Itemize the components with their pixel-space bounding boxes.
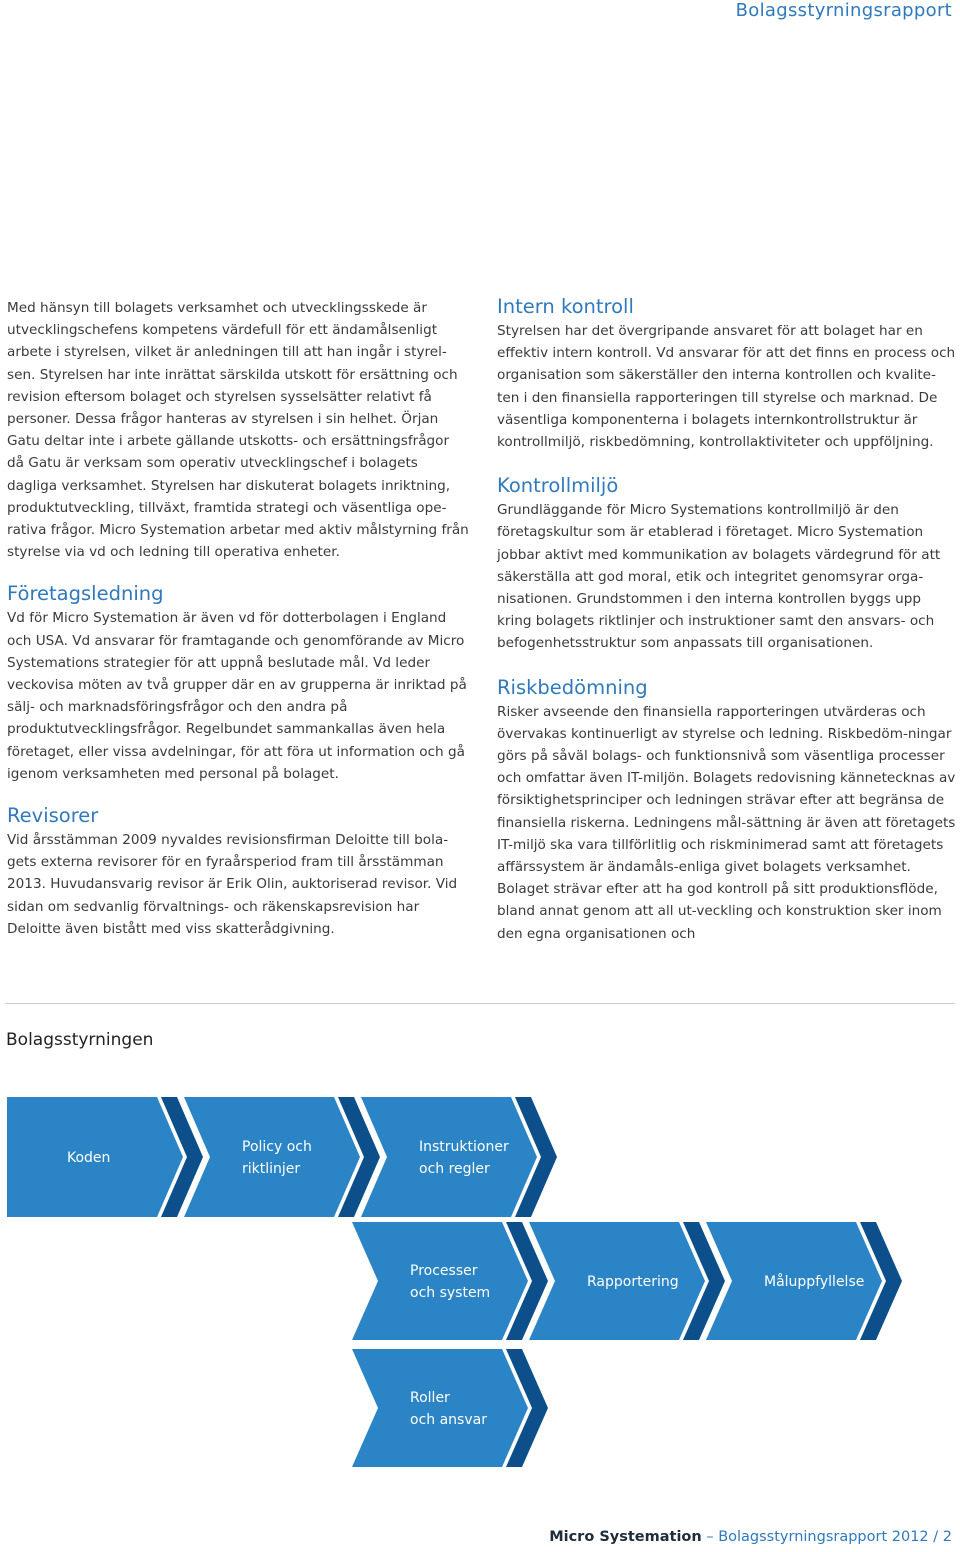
- section-heading-riskbedomning: Riskbedömning: [497, 675, 648, 699]
- diagram-label: Instruktioner och regler: [419, 1139, 509, 1177]
- diagram-title: Bolagsstyrningen: [6, 1030, 154, 1050]
- footer-text: Bolagsstyrningsrapport 2012 / 2: [718, 1529, 952, 1545]
- section-text-revisorer: Vid årsstämman 2009 nyvaldes revisionsfirman Deloitte till bola-gets externa revisorer för en fyraårsperiod fram till årsstämman 2013. Huvudansvarig revisor är Erik Olin, auktoriserad revisor. Vid sidan om sedvanlig förvaltnings- och räkenskapsrevision har Deloitte även bistått med viss skatterådgivning.: [7, 832, 458, 937]
- section-heading-foretagsledning: Företagsledning: [7, 582, 164, 606]
- diagram-label: Roller och ansvar: [410, 1390, 487, 1428]
- diagram-chevron: [184, 1097, 360, 1217]
- diagram-chevron: [352, 1222, 528, 1340]
- header-title: Bolagsstyrningsrapport: [735, 0, 952, 21]
- diagram-chevron: [361, 1097, 537, 1217]
- diagram-label: Processer och system: [410, 1263, 491, 1301]
- section-text-kontrollmiljo: Grundläggande för Micro Systemations kontrollmiljö är den företagskultur som är etablerad i företaget. Micro Systemation jobbar aktivt med kommunikation av bolagets värdegrund för att säkerställa att god moral, etik och integritet genomsyrar orga-nisationen. Grundstommen i den interna kontrollen byggs upp kring bolagets riktlinjer och instruktioner samt den ansvars- och befogenhetsstruktur som anpassats till organisationen.: [497, 502, 941, 652]
- intro-paragraph: Med hänsyn till bolagets verksamhet och utvecklingsskede är utvecklingschefens kompetens värdefull för ett ändamålsenligt arbete i styrelsen, vilket är anledningen till att han ingår i styrel-sen. Styrelsen har inte inrättat särskilda utskott för ersättning och revision eftersom bolaget och styrelsen sysselsätter relativt få personer. Dessa frågor hanteras av styrelsen i sin helhet. Örjan Gatu deltar inte i arbete gällande utskotts- och ersättningsfrågor då Gatu är verksam som operativ utvecklingschef i bolagets dagliga verksamhet. Styrelsen har diskuterat bolagets inriktning, produktutveckling, tillväxt, framtida strategi och väsentliga ope-rativa frågor. Micro Systemation arbetar med aktiv målstyrning från styrelse via vd och ledning till operativa enheter.: [7, 300, 469, 561]
- diagram-label: Rapportering: [587, 1274, 679, 1290]
- footer-separator: –: [706, 1529, 714, 1545]
- section-text-intern-kontroll: Styrelsen har det övergripande ansvaret för att bolaget har en effektiv intern kontroll. Vd ansvarar för att det finns en process och organisation som säkerställer den interna kontrollen och kvalite-ten i den finansiella rapporteringen till styrelse och marknad. De väsentliga komponenterna i bolagets internkontrollstruktur är kontrollmiljö, riskbedömning, kontrollaktiviteter och uppföljning.: [497, 323, 956, 451]
- footer-brand: Micro Systemation: [549, 1529, 702, 1545]
- section-heading-revisorer: Revisorer: [7, 804, 99, 828]
- section-text-foretagsledning: Vd för Micro Systemation är även vd för dotterbolagen i England och USA. Vd ansvarar för framtagande och genomförande av Micro Systemations strategier för att uppnå beslutade mål. Vd leder veckovisa möten av två grupper där en av grupperna är inriktad på sälj- och marknadsföringsfrågor och den andra på produktutvecklingsfrågor. Regelbundet sammankallas även hela företaget, eller vissa avdelningar, för att föra ut information och gå igenom verksamheten med personal på bolaget.: [7, 610, 467, 782]
- diagram-label: Koden: [67, 1150, 111, 1166]
- footer: [549, 1529, 952, 1545]
- section-text-riskbedomning: Risker avseende den finansiella rapporteringen utvärderas och övervakas kontinuerligt av styrelse och ledning. Riskbedöm-ningar görs på såväl bolags- och funktionsnivå som väsentliga processer och omfattar även IT-miljön. Bolagets redovisning kännetecknas av försiktighetsprinciper och ledningen strävar efter att begränsa de finansiella riskerna. Ledningens mål-sättning är även att företagets IT-miljö ska vara tillförlitlig och riskminimerad samt att företagets affärssystem är ändamåls-enliga givet bolagets verksamhet. Bolaget strävar efter att ha god kontroll på sitt produktionsflöde, bland annat genom att all ut-veckling och konstruktion sker inom den egna organisationen och: [497, 703, 956, 942]
- diagram-label: Måluppfyllelse: [764, 1274, 865, 1290]
- section-heading-kontrollmiljo: Kontrollmiljö: [497, 474, 619, 498]
- section-heading-intern-kontroll: Intern kontroll: [497, 295, 634, 318]
- diagram-chevron: [352, 1349, 528, 1467]
- diagram-label: Policy och riktlinjer: [242, 1139, 312, 1177]
